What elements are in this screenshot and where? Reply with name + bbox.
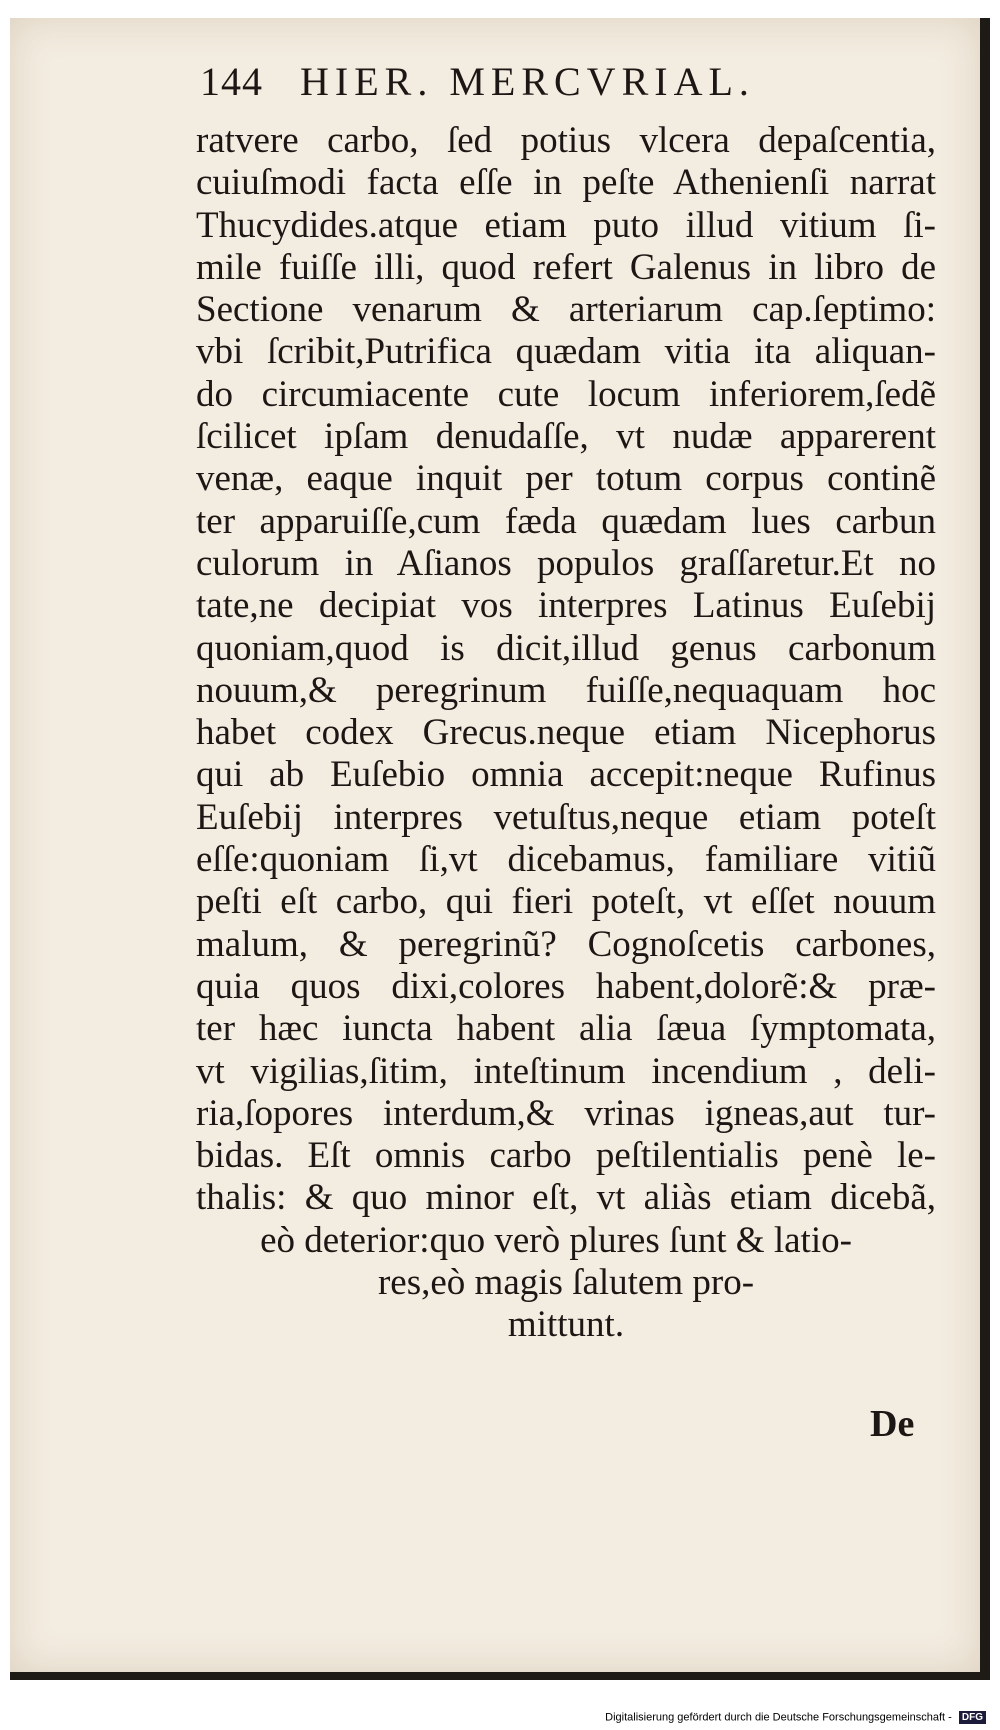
text-line: venæ, eaque inquit per totum corpus continẽ: [196, 458, 936, 500]
text-line: culorum in Aſianos populos graſſaretur.Et no: [196, 542, 936, 584]
text-line: eſſe:quoniam ſi,vt dicebamus, familiare vitiũ: [196, 839, 936, 881]
page-header: [200, 58, 755, 105]
text-line: cuiuſmodi facta eſſe in peſte Athenienſi narrat: [196, 162, 936, 204]
text-line: mittunt.: [507, 1304, 625, 1346]
text-line: ter hæc iuncta habent alia ſæua ſymptomata,: [196, 1008, 936, 1050]
text-line: eò deterior:quo verò plures ſunt & latio-: [260, 1219, 852, 1261]
text-line: peſti eſt carbo, qui fieri poteſt, vt eſſet nouum: [196, 881, 936, 923]
dfg-logo: DFG: [959, 1711, 986, 1724]
digitization-credit: [605, 1711, 986, 1724]
text-line: tate,ne decipiat vos interpres Latinus Euſebij: [196, 585, 936, 627]
text-line: Thucydides.atque etiam puto illud vitium ſi-: [196, 204, 936, 246]
text-line: vt vigilias,ſitim, inteſtinum incendium , deli-: [196, 1050, 936, 1092]
text-line: habet codex Grecus.neque etiam Nicephorus: [196, 712, 936, 754]
text-line: ter apparuiſſe,cum fæda quædam lues carbun: [196, 500, 936, 542]
text-line: malum, & peregrinũ? Cognoſcetis carbones,: [196, 923, 936, 965]
page-number: 144: [200, 59, 263, 104]
text-line: bidas. Eſt omnis carbo peſtilentialis penè le-: [196, 1135, 936, 1177]
text-line: quia quos dixi,colores habent,dolorẽ:& præ-: [196, 965, 936, 1007]
text-line: Sectione venarum & arteriarum cap.ſeptimo:: [196, 289, 936, 331]
text-line: ria,ſopores interdum,& vrinas igneas,aut tur-: [196, 1092, 936, 1134]
text-line: mile fuiſſe illi, quod refert Galenus in libro de: [196, 246, 936, 288]
body-text: [196, 120, 936, 1347]
text-line: Euſebij interpres vetuſtus,neque etiam poteſt: [196, 796, 936, 838]
text-line: nouum,& peregrinum fuiſſe,nequaquam hoc: [196, 669, 936, 711]
running-title: HIER. MERCVRIAL.: [300, 59, 755, 104]
text-line: vbi ſcribit,Putrifica quædam vitia ita aliquan-: [196, 331, 936, 373]
text-line: do circumiacente cute locum inferiorem,ſedẽ: [196, 373, 936, 415]
text-line: quoniam,quod is dicit,illud genus carbonum: [196, 627, 936, 669]
text-line: res,eò magis ſalutem pro-: [377, 1262, 755, 1304]
text-line: ſcilicet ipſam denudaſſe, vt nudæ apparerent: [196, 416, 936, 458]
catchword: De: [870, 1403, 915, 1445]
credit-text: Digitalisierung gefördert durch die Deutsche Forschungsgemeinschaft -: [605, 1711, 952, 1724]
text-line: ratvere carbo, ſed potius vlcera depaſcentia,: [196, 120, 936, 161]
text-line: thalis: & quo minor eſt, vt aliàs etiam dicebã,: [196, 1177, 936, 1219]
top-margin: [0, 0, 1000, 18]
text-line: qui ab Euſebio omnia accepit:neque Rufinus: [196, 754, 936, 796]
